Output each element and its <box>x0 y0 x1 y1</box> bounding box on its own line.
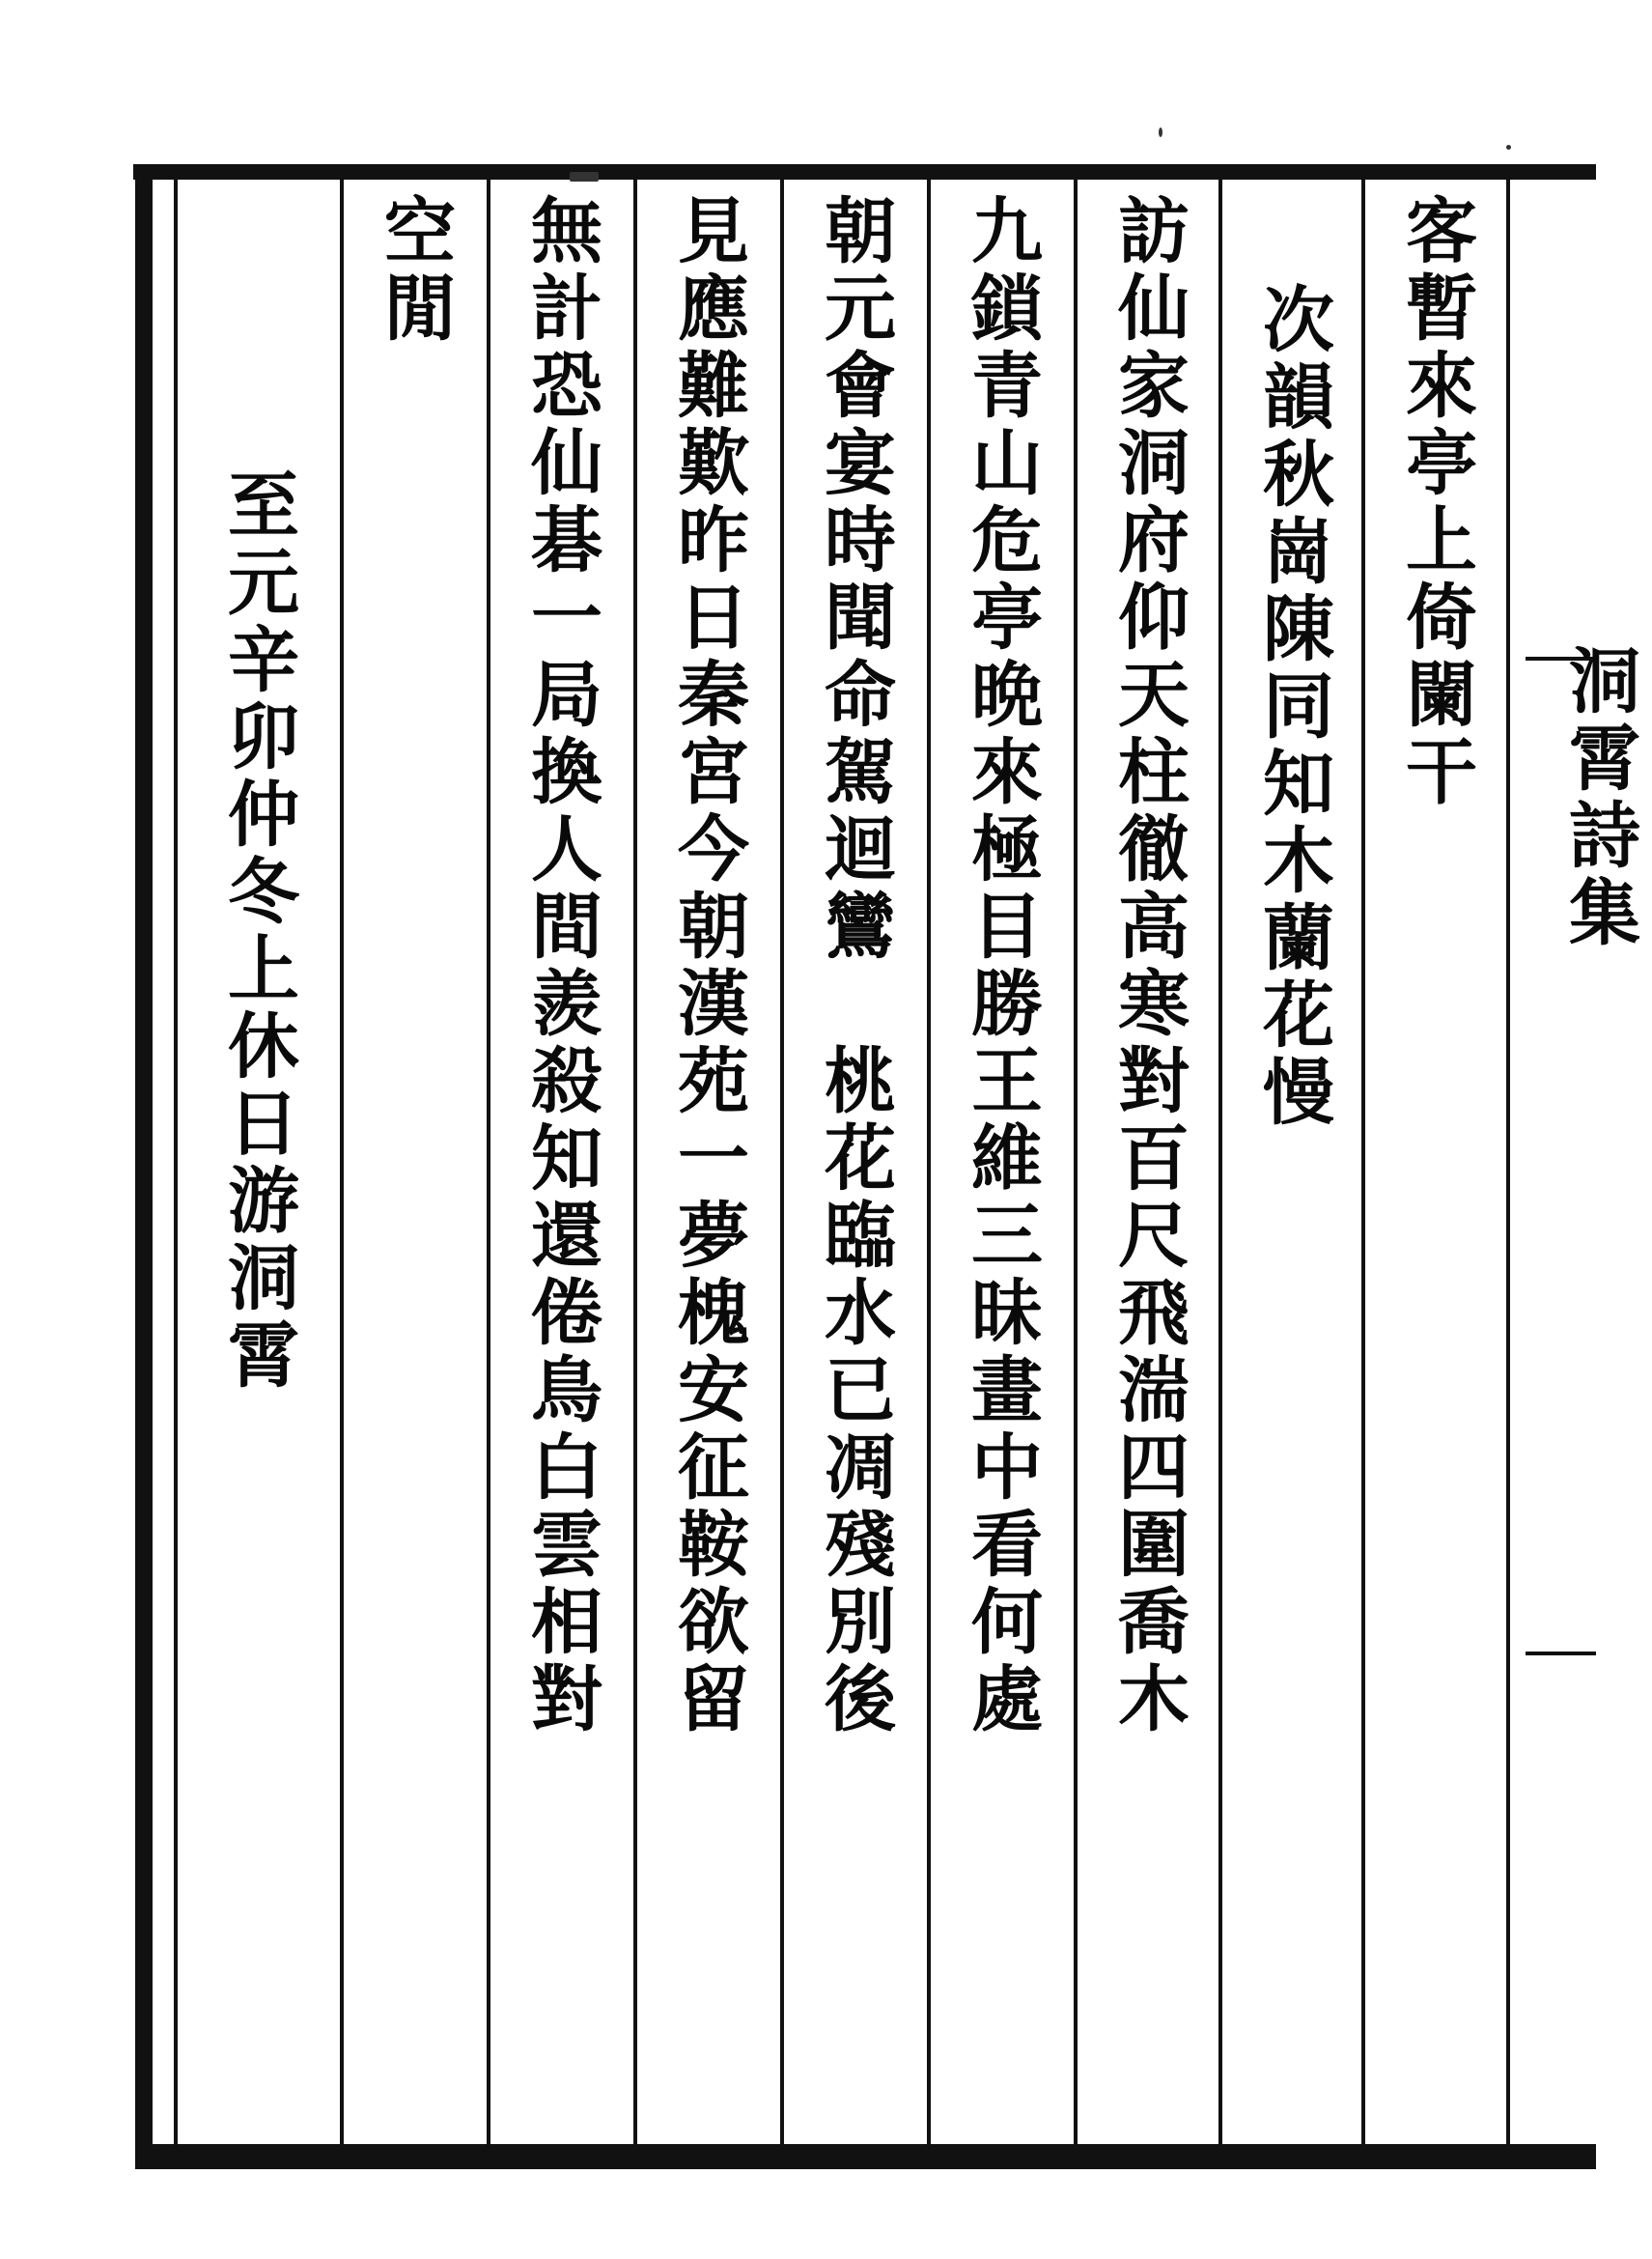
ink-speck <box>1506 145 1511 150</box>
column-divider <box>487 180 490 2144</box>
frame-left-inner-line <box>174 180 178 2144</box>
text-column-4: 九鎖青山危亭晩來極目勝王維三昧畫中看何處 <box>960 193 1043 1738</box>
column-divider <box>1074 180 1078 2144</box>
column-divider <box>1361 180 1365 2144</box>
text-column-6: 見應難歎昨日秦宮今朝漢苑一夢槐安征鞍欲留 <box>666 193 749 1738</box>
text-column-2: 次韻秋崗陳同知木蘭花慢 <box>1251 193 1334 1132</box>
text-column-8: 空閒 <box>373 193 456 348</box>
bleed-column-divider <box>1506 180 1510 2144</box>
text-column-7: 無計恐仙碁一局換人間羨殺知還倦鳥白雲相對 <box>519 193 602 1738</box>
bleed-column-text: 洞霄詩集 <box>1557 643 1640 952</box>
text-column-9: 至元辛卯仲冬上休日游洞霄 <box>216 290 299 1395</box>
frame-bottom-rule <box>151 2144 1596 2169</box>
frame-top-rule <box>133 164 1596 180</box>
text-column-3: 訪仙家洞府仰天柱徹高寒對百尺飛湍四圍喬木 <box>1106 193 1190 1738</box>
column-divider <box>340 180 344 2144</box>
column-divider <box>780 180 784 2144</box>
text-column-1: 客暫來亭上倚闌干 <box>1394 193 1477 811</box>
frame-left-border <box>135 164 153 2169</box>
column-divider <box>1218 180 1222 2144</box>
text-column-5: 朝元會宴時聞命駕迴鸞 桃花臨水已凋殘別後 <box>813 193 896 1738</box>
column-divider <box>927 180 931 2144</box>
ink-speck <box>1159 127 1162 137</box>
column-divider <box>633 180 637 2144</box>
ink-speck <box>570 172 599 182</box>
bleed-column <box>1540 180 1640 2144</box>
